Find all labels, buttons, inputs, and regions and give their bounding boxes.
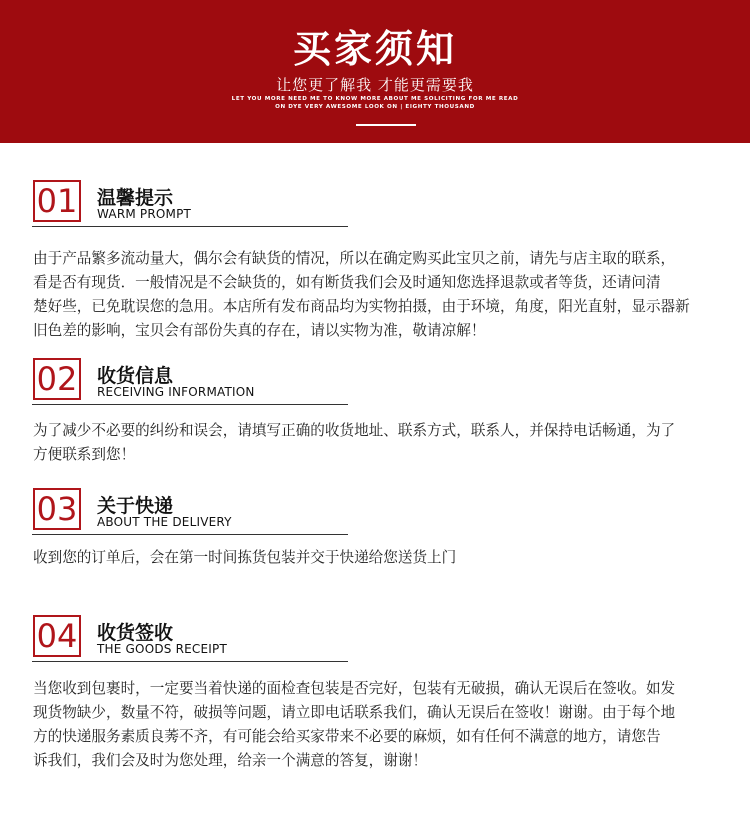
section-number: 02 <box>33 358 81 400</box>
english-tagline <box>0 95 750 111</box>
section-underline <box>32 404 348 405</box>
section-number: 03 <box>33 488 81 530</box>
section-title-en: RECEIVING INFORMATION <box>97 385 255 399</box>
section-title-cn: 关于快递 <box>97 495 174 517</box>
section-title-cn: 收货签收 <box>97 622 174 644</box>
section-underline <box>32 661 348 662</box>
section-body: 为了减少不必要的纠纷和误会，请填写正确的收货地址、联系方式，联系人，并保持电话畅通，为了 方便联系到您！ <box>33 422 676 463</box>
section-title-cn: 温馨提示 <box>97 187 174 209</box>
section-title-en: THE GOODS RECEIPT <box>97 642 227 656</box>
banner-divider <box>356 124 416 126</box>
section-body: 由于产品繁多流动量大，偶尔会有缺货的情况，所以在确定购买此宝贝之前，请先与店主取的联系， 看是否有现货．一般情况是不会缺货的，如有断货我们会及时通知您选择退款或者等货，还请问清 楚好些，已免耽误您的急用。本店所有发布商品均为实物拍摄，由于环境，角度，阳光直射，显示器新 旧色差的影响，宝贝会有部份失真的存在，请以实物为准，敬请凉解！ <box>33 250 690 339</box>
section-title-cn: 收货信息 <box>97 365 174 387</box>
english-tagline-line2: ON DYE VERY AWESOME LOOK ON | EIGHTY THOUSAND <box>275 104 475 110</box>
page-title: 买家须知 <box>292 27 457 71</box>
section-number: 04 <box>33 615 81 657</box>
section-underline <box>32 534 348 535</box>
header-banner <box>0 0 750 143</box>
english-tagline-line1: LET YOU MORE NEED ME TO KNOW MORE ABOUT ME SOLICITING FOR ME READ <box>231 96 519 102</box>
section-body: 收到您的订单后，会在第一时间拣货包装并交于快递给您送货上门 <box>33 549 457 566</box>
page-subtitle: 让您更了解我 才能更需要我 <box>276 76 474 94</box>
section-number: 01 <box>33 180 81 222</box>
section-title-en: WARM PROMPT <box>97 207 192 221</box>
section-body: 当您收到包裹时，一定要当着快递的面检查包装是否完好，包装有无破损，确认无误后在签收。如发 现货物缺少，数量不符，破损等问题，请立即电话联系我们，确认无误后在签收！谢谢。由于每个地 方的快递服务素质良莠不齐，有可能会给买家带来不必要的麻烦，如有任何不满意的地方，请您告 诉我们，我们会及时为您处理，给亲一个满意的答复，谢谢！ <box>33 680 676 769</box>
section-underline <box>32 226 348 227</box>
section-title-en: ABOUT THE DELIVERY <box>97 515 232 529</box>
